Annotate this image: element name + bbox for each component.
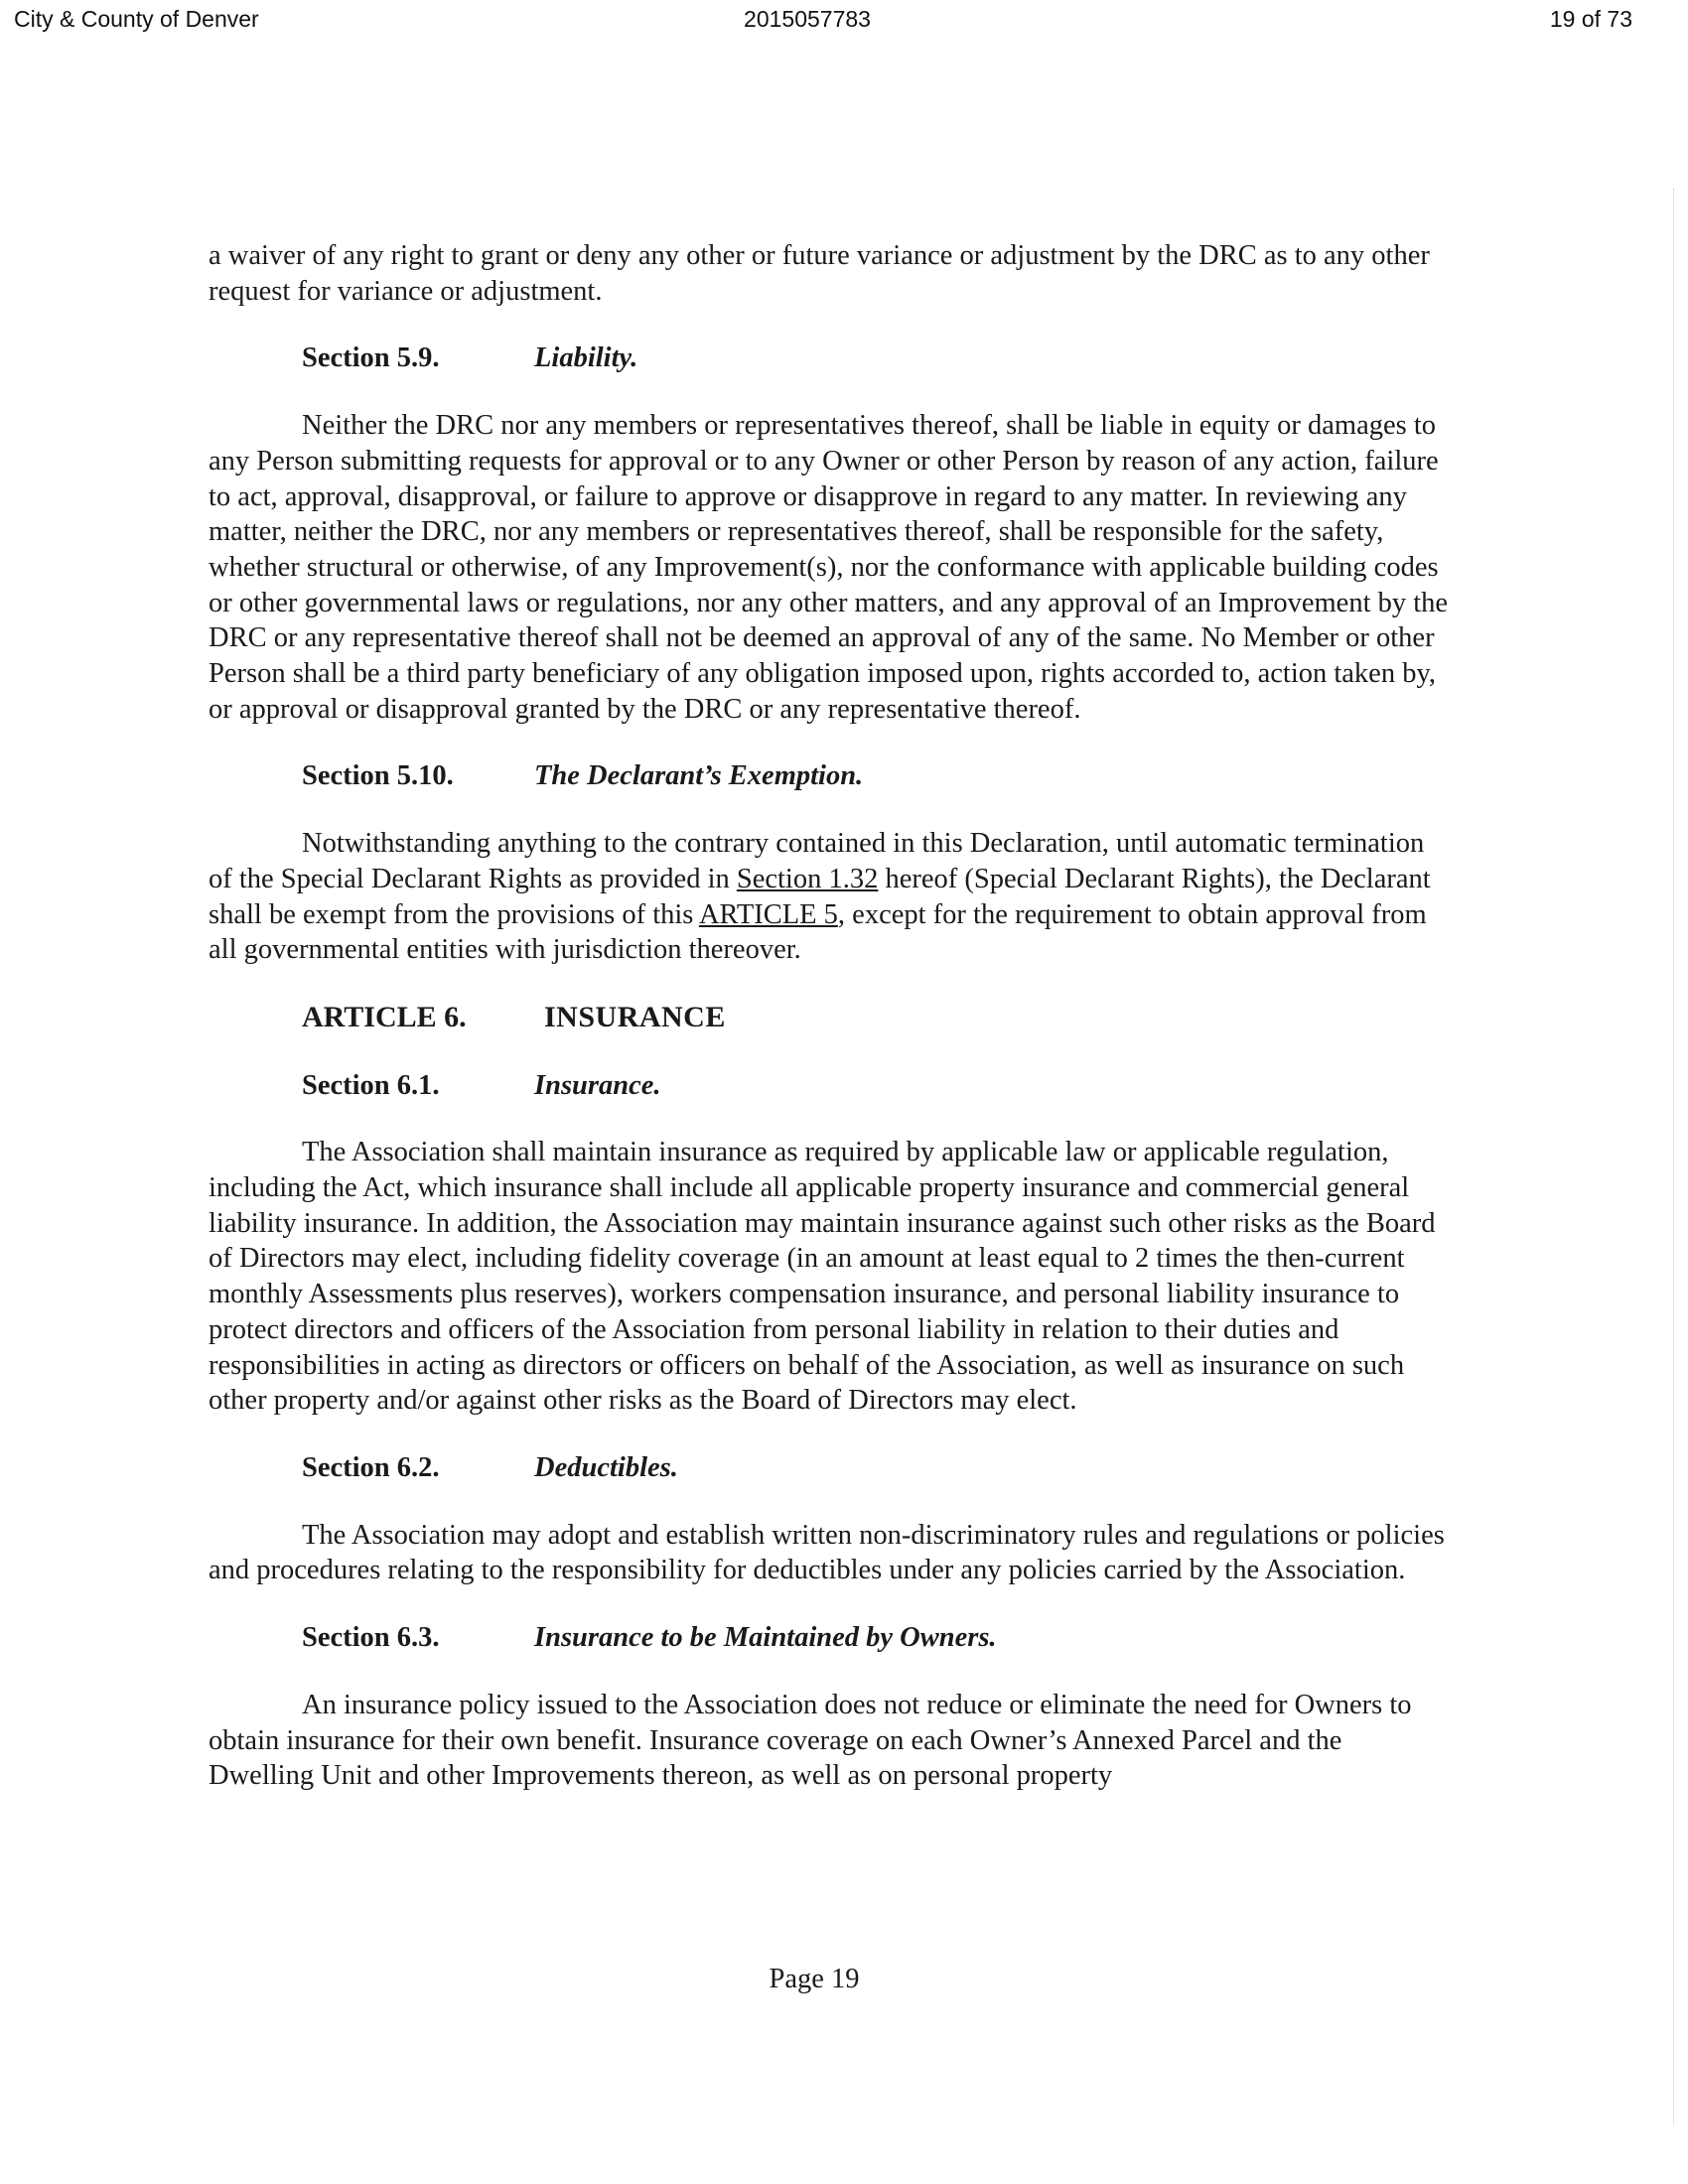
deductibles-paragraph: The Association may adopt and establish written non-discriminatory rules and regulations or policies and procedures relating to the responsibility for deductibles under any policies carried by the Association. [209, 1519, 1445, 1586]
page-number-footer: Page 19 [769, 1964, 860, 1994]
paragraph-text: hereof (Special Declarant Rights), the Declarant shall be exempt from the provisions of this [209, 863, 1431, 930]
insurance-paragraph: The Association shall maintain insurance as required by applicable law or applicable regulation, including the Act, which insurance shall include all applicable property insurance and commercial general liability insurance. In addition, the Association may maintain insurance against such other risks as the Board of Directors may elect, including fidelity coverage (in an amount at least equal to 2 times the then-current monthly Assessments plus reserves), workers compensation insurance, and personal liability insurance to protect directors and officers of the Association from personal liability in relation to their duties and responsibilities in acting as directors or officers on behalf of the Association, as well as insurance on such other property and/or against other risks as the Board of Directors may elect. [209, 1137, 1436, 1417]
section-title: Insurance. [534, 1069, 661, 1101]
document-body [209, 238, 1450, 1826]
section-title: Liability. [534, 342, 638, 374]
paragraph-text: , except for the requirement to obtain approval from all governmental entities with jurisdiction thereover. [209, 898, 1427, 966]
section-5-9-heading [209, 341, 1450, 376]
liability-paragraph: Neither the DRC nor any members or representatives thereof, shall be liable in equity or damages to any Person submitting requests for approval or to any Owner or other Person by reason of any action, failure to act, approval, disapproval, or failure to approve or disapprove in regard to any matter. In reviewing any matter, neither the DRC, nor any members or representatives thereof, shall be responsible for the safety, whether structural or otherwise, of any Improvement(s), nor the conformance with applicable building codes or other governmental laws or regulations, nor any other matters, and any approval of an Improvement by the DRC or any representative thereof shall not be deemed an approval of any of the same. No Member or other Person shall be a third party beneficiary of any obligation imposed upon, rights accorded to, action taken by, or approval or disapproval granted by the DRC or any representative thereof. [209, 410, 1449, 725]
section-5-10-heading [209, 758, 1450, 794]
declarant-exemption-paragraph [209, 826, 1450, 968]
scan-edge-line [1673, 189, 1674, 2124]
section-1-32-reference-link[interactable]: Section 1.32 [736, 863, 879, 894]
article-title: INSURANCE [544, 1000, 726, 1033]
header-jurisdiction: City & County of Denver [14, 6, 259, 32]
section-number: Section 5.9. [302, 342, 440, 374]
section-6-3-heading [209, 1620, 1450, 1656]
article-5-reference-link[interactable]: ARTICLE 5 [698, 898, 838, 930]
header-reception-number: 2015057783 [744, 6, 871, 32]
paragraph-text: Notwithstanding anything to the contrary contained in this Declaration, until automatic termination of the Special Declarant Rights as provided in [209, 828, 1425, 894]
section-number: Section 5.10. [302, 760, 454, 792]
section-number: Section 6.2. [302, 1451, 440, 1483]
section-title: Insurance to be Maintained by Owners. [534, 1622, 997, 1654]
section-6-2-heading [209, 1450, 1450, 1486]
page-header [0, 0, 1688, 40]
continuation-paragraph: a waiver of any right to grant or deny any other or future variance or adjustment by the DRC as to any other request for variance or adjustment. [209, 240, 1430, 307]
section-6-1-heading [209, 1068, 1450, 1104]
article-6-heading [209, 1000, 1450, 1036]
section-number: Section 6.1. [302, 1069, 440, 1101]
owner-insurance-paragraph: An insurance policy issued to the Association does not reduce or eliminate the need for Owners to obtain insurance for their own benefit. Insurance coverage on each Owner’s Annexed Parcel and the Dwelling Unit and other Improvements thereon, as well as on personal property [209, 1689, 1412, 1792]
article-number: ARTICLE 6. [302, 1000, 467, 1033]
section-title: The Declarant’s Exemption. [534, 760, 864, 792]
section-number: Section 6.3. [302, 1622, 440, 1654]
header-page-count: 19 of 73 [1549, 6, 1632, 32]
section-title: Deductibles. [534, 1451, 678, 1483]
